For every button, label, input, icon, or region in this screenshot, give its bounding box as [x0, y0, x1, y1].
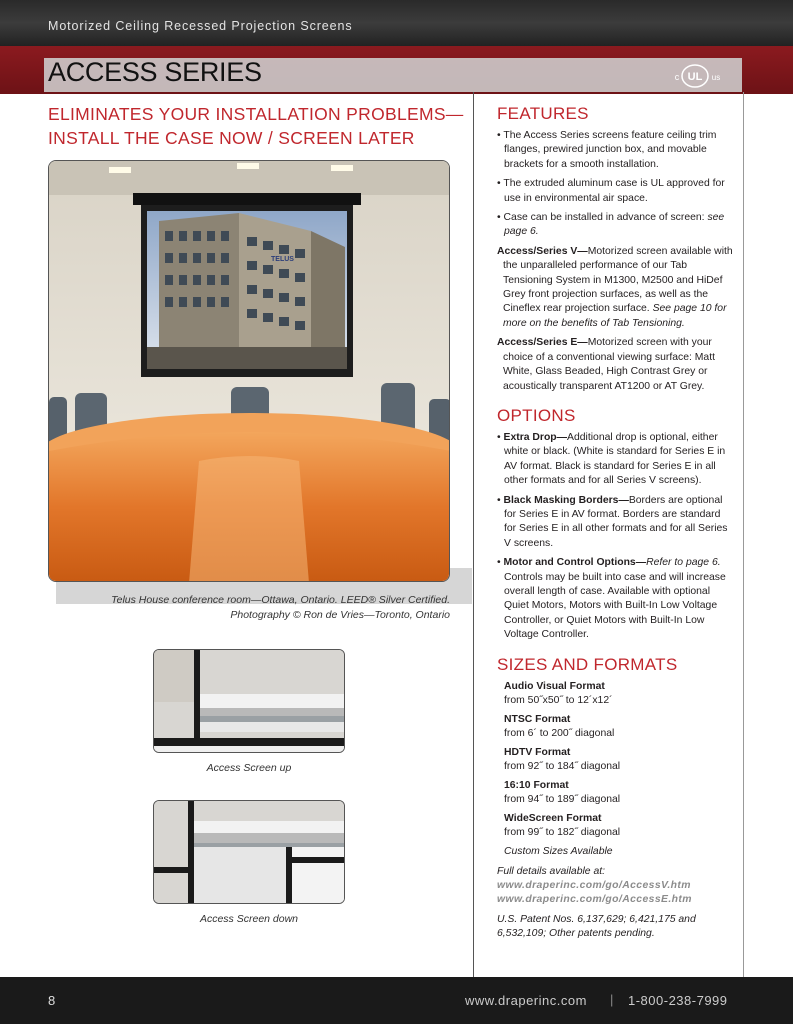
conference-room-photo — [48, 160, 450, 582]
format-range: from 99˝ to 182˝ diagonal — [504, 826, 621, 838]
series-e-paragraph — [497, 336, 733, 394]
photo-caption-line-1: Telus House conference room—Ottawa, Ontario. LEED® Silver Certified. — [111, 594, 450, 606]
headline-line-2: INSTALL THE CASE NOW / SCREEN LATER — [48, 128, 415, 148]
access-v-link[interactable]: www.draperinc.com/go/AccessV.htm — [497, 879, 691, 891]
headline-line-1: ELIMINATES YOUR INSTALLATION PROBLEMS— — [48, 104, 464, 124]
option-masking-borders: • Black Masking Borders—Borders are optional for Series E in AV format. Borders are standard for Series E in all other formats and for all Series V screens. — [497, 494, 728, 549]
format-range: from 6´ to 200˝ diagonal — [504, 727, 615, 739]
options-heading: OPTIONS — [497, 405, 576, 425]
svg-text:UL: UL — [687, 71, 703, 83]
right-column — [497, 104, 733, 941]
patent-note: U.S. Patent Nos. 6,137,629; 6,421,175 and 6,532,109; Other patents pending. — [497, 913, 696, 939]
breadcrumb: Motorized Ceiling Recessed Projection Screens — [48, 19, 353, 33]
detail-caption-up: Access Screen up — [206, 762, 292, 774]
page-title: ACCESS SERIES — [48, 57, 262, 87]
series-e-label: Access/Series E— — [497, 337, 588, 349]
option-motor-control: • Motor and Control Options—Refer to page 6. Controls may be built into case and will increase overall length of case. Available with optional Quiet Motors, Motors with Built-In Low Voltage Controller, or Quiet Motors with Built-In Low Voltage Controller. — [497, 557, 726, 641]
option-masking-text: Borders are optional for Series E in AV format. Borders are standard for Series E in all other formats and for all Series V screens. — [504, 494, 728, 549]
size-format-list — [497, 680, 733, 840]
footer-phone: 1-800-238-7999 — [628, 993, 728, 1008]
option-motor-label: Motor and Control Options— — [503, 557, 647, 569]
detail-photo-screen-down — [153, 800, 345, 904]
footer-website-link[interactable]: www.draperinc.com — [465, 993, 587, 1008]
series-v-text: Motorized screen available with the unparalleled performance of our Tab Tensioning System in M1300, M2500 and HiDef Grey front projection surfaces, as well as the Cineflex rear projection surface. — [503, 245, 733, 315]
svg-text:c: c — [674, 72, 680, 82]
photo-caption-line-2: Photography © Ron de Vries—Toronto, Ontario — [230, 609, 450, 621]
option-extra-drop-text: Additional drop is optional, either white or black. (White is standard for Series E in AV format. Black is standard for Series E in all other formats and for all Series V screens). — [504, 431, 726, 487]
feature-bullet-3: • Case can be installed in advance of screen: see page 6. — [497, 212, 725, 238]
page-number: 8 — [48, 993, 56, 1008]
ul-listed-logo — [665, 64, 725, 88]
headline — [48, 102, 468, 150]
series-v-note: See page 10 for more on the benefits of Tab Tensioning. — [503, 303, 727, 329]
right-border — [743, 92, 744, 977]
svg-text:us: us — [711, 73, 721, 82]
feature-bullet-2: • The extruded aluminum case is UL approved for use in environmental air space. — [497, 178, 725, 204]
format-range: from 92˝ to 184˝ diagonal — [504, 760, 621, 772]
conference-room-illustration — [49, 161, 450, 582]
sizes-heading: SIZES AND FORMATS — [497, 654, 678, 674]
format-range: from 94˝ to 189˝ diagonal — [504, 793, 621, 805]
detail-photo-screen-up — [153, 649, 345, 753]
footer-separator: | — [610, 992, 614, 1007]
custom-sizes-note: Custom Sizes Available — [504, 845, 613, 857]
format-name: 16:10 Format — [504, 779, 569, 791]
details-label: Full details available at: — [497, 865, 606, 877]
features-heading: FEATURES — [497, 104, 589, 123]
screen-up-illustration — [154, 650, 345, 753]
series-v-paragraph — [497, 245, 733, 331]
format-name: WideScreen Format — [504, 812, 602, 824]
format-range: from 50˝x50˝ to 12´x12´ — [504, 694, 613, 706]
photo-caption — [48, 593, 450, 623]
building-sign: TELUS — [271, 256, 294, 263]
series-v-label: Access/Series V— — [497, 245, 588, 257]
feature-bullet-3-text: Case can be installed in advance of screen: — [503, 212, 705, 224]
detail-caption-down: Access Screen down — [199, 913, 299, 925]
option-extra-drop-label: Extra Drop— — [503, 431, 568, 443]
feature-bullet-1: • The Access Series screens feature ceiling trim flanges, prewired junction box, and movable brackets for a smooth installation. — [497, 130, 717, 170]
option-motor-text: Controls may be built into case and will increase overall length of case. Available with optional Quiet Motors, Motors with Built-In Low Voltage Controller, or Quiet Motors with Built-In Low Voltage Controller. — [504, 571, 726, 641]
screen-down-illustration — [154, 801, 345, 904]
format-name: Audio Visual Format — [504, 680, 605, 692]
option-extra-drop: • Extra Drop—Additional drop is optional, either white or black. (White is standard for Series E in AV format. Black is standard for Series E in all other formats and for all Series V screens). — [497, 431, 726, 487]
feature-bullet-2-text: The extruded aluminum case is UL approved for use in environmental air space. — [503, 178, 725, 204]
option-masking-label: Black Masking Borders— — [503, 494, 629, 506]
option-motor-note: Refer to page 6. — [646, 557, 721, 569]
feature-bullet-3-note: see page 6. — [504, 212, 725, 238]
top-bar — [0, 0, 793, 46]
format-name: NTSC Format — [504, 713, 571, 725]
series-e-text: Motorized screen with your choice of a conventional viewing surface: Matt White, Glass Beaded, High Contrast Grey or acoustically transparent AT1200 or AT Grey. — [503, 337, 715, 392]
column-divider — [473, 92, 474, 977]
footer-bar — [0, 977, 793, 1024]
format-name: HDTV Format — [504, 746, 571, 758]
access-e-link[interactable]: www.draperinc.com/go/AccessE.htm — [497, 893, 692, 905]
feature-bullet-1-text: The Access Series screens feature ceiling trim flanges, prewired junction box, and movable brackets for a smooth installation. — [503, 130, 717, 170]
